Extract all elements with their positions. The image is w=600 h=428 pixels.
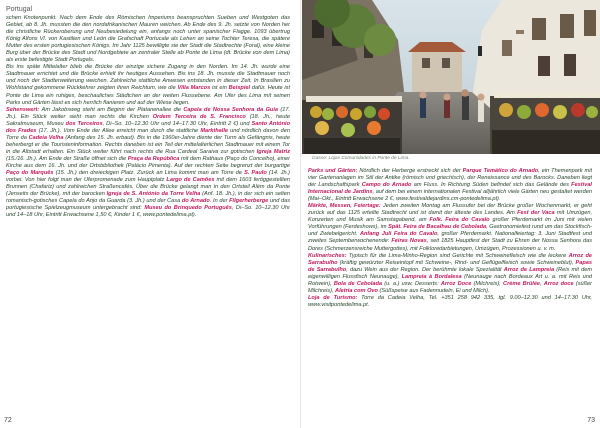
body-text-run: Bis ins späte Mittelalter blieb die Brücke der einzige sichere Zugang in den Norden. Im 14. Jh. wurde eine Stadtmauer errichtet und die Brücke erhielt ihr heutiges Aussehen. Bis ins 18. Jh. musste die Stadtmauer noch und noch der Stadterweiterung weichen. Zahlreiche stattliche Anwesen entstanden in dieser Zeit. In Brasilien zu Wohlstand gekommene Rückkehrer zeigten ihren Reichtum, wie die [6,64,290,92]
page-number-left: 72 [4,417,12,424]
body-text-run: (Anfang des 15. Jh. erbaut). Bis in die 1960er-Jahre diente der Turm als Gefängnis, heute beherbergt er die Touristeninformation. Rechts daneben ist ein Teil der mittelalterlichen Stadtmauer mit einem Tor in die Altstadt erhalten. Ein Stück weiter führt nach rechts die Rua Cardeal Saraiva zur gotischen [6,134,290,155]
keyword-text: Anfang Juli Feira do Cavalo [359,231,438,238]
body-text-run: und das portugiesische Spielzeugmuseum untergebracht sind: [6,198,290,212]
body-text-run: , Di–So. 10–12.30 Uhr und 14–18 Uhr, Eintritt Erwachsene 1,50 €, Kinder 1 €, www.pontedelima.pt). [6,205,290,219]
keyword-text: Largo de Camões [166,177,215,184]
body-paragraph [308,253,592,295]
body-text-run: (18. Jh., heute Sakralmuseum, Museu [6,113,290,127]
keyword-text: Ordem Terceira de S. Francisco [152,113,246,120]
keyword-text: Cadeia Velha [28,134,64,141]
body-text-run: (Anf. 18. Jh.), in der sich ein selten romanisch-gotisches Capela do Anjo da Guarda (3. Jh.) und der Casa [6,191,290,205]
body-text-run: (Neunauge nach Bordeaux Art u. a. mit Reis und Rotwein), [308,273,592,287]
left-body-text [6,15,290,413]
body-text-run: , Gastronomiefest rund um das Stockfisch- und Zwiebelgericht. [308,224,592,238]
keyword-text: Parks und Gärten: [308,168,360,174]
street-market-photo [302,0,600,154]
body-text-run: und nördlich davon den Torre da [6,127,290,141]
body-text-run: (17. Jh.). Vom Ende der Allee erreicht man durch die stattliche [36,127,201,134]
keyword-text: Loja de Turismo: [308,294,362,301]
keyword-text: Praça da República [127,155,180,162]
keyword-text: S. Paulo [244,170,267,177]
body-paragraph [308,168,592,203]
body-paragraph [6,107,290,220]
keyword-text: Arroz doce [543,280,574,287]
body-text-run: , seit 1825 Hauptfest der Stadt zu Ehren der Nossa Senhora das Dores (Schmerzensreiche Muttergottes), mit Folkloredarbietungen, Umzügen, Prozessionen u. v. m. [308,238,592,252]
keyword-text: Folk. Feira do Cavalo [429,217,490,224]
keyword-text: Museu do Brinquedo Português [144,205,232,212]
body-text-run: mit dem 1603 fertiggestellten Brunnen (Chafariz) und zahlreichen Straßencafés. Über die Brücke gelangt man in den Ortsteil Além da Ponte (Jenseits der Brücke), mit der barocken [6,177,290,198]
body-paragraph [6,15,290,64]
body-text-run: Nördlich der Herberge erstreckt sich der [359,168,463,174]
running-head: Portugal [6,6,33,13]
body-paragraph [308,203,592,252]
body-text-run: (u. a.) usw. Desserts: [382,280,441,287]
body-text-run: ist ein [210,85,229,92]
body-text-run: mit dem Rathaus (Paço do Concelho), einer Kirche aus dem 16. Jh. und der Ortsbibliothek (Palácio Pimenta). Auf der rechten Seite begrenzt der burgartige [6,155,290,169]
body-text-run: am Fluss. In Richtung Süden befindet sich das Gelände des [411,182,572,189]
keyword-text: Capela de Nossa Senhora da Guia [183,106,279,113]
keyword-text: Markthalle [200,127,228,134]
body-text-run: Typisch für die Lima-Minho-Region sind Gerichte mit Schweinefleisch wie die leckere [348,252,569,259]
body-text-run: , dazu Wein aus der Region. Der berühmte lokale Spezialität [346,266,504,273]
photo-caption: Gasse: Lojas Comunidades in Ponte de Lima. [312,156,410,161]
body-text-run: (14. Jh.) vorbei. Von hier folgt man der Uferpromenade zum Hauptplatz [6,170,290,184]
keyword-text: Spät. Feira de Bacalhau de Cebolada [388,224,487,231]
keyword-text: Beispiel [228,85,251,92]
body-text-run: schen Knotenpunkt. Nach dem Ende des Römischen Imperiums beanspruchten Sueben und Westgoten das Gebiet, ab 8. Jh. mussten die den nordafrikanischen Mauren weichen. Ab Ende des 9. Jh. setzte von Norden her die christliche Rückeroberung und Neubesiedelung ein, anfangs noch unter spanischer Flagge. 1093 übertrug König Alfons VI. von Kastilien und León die Grafschaft Portucale als Lehen an seine Tochter Teresa, die spätere Mutter des ersten portugiesischen Königs. Im Jahr 1125 bewilligte sie der Stadt die Stadtrechte (Foral), eine kleine Burg über der Brücke des Stadt und Nordgebiete an zentraler Stelle ab Ponte de Lima (dt. Brücke von dem Lima) als erste befestigte Stadt Portugals. [6,15,290,64]
body-text-run: , großer Pferdemarkt. Nationalfeiertag: 3. Juni Stadtfest und zweites Septemberwochenende: [308,231,592,245]
page-number-right: 73 [587,417,595,424]
keyword-text: Santo António dos Frades [6,120,290,134]
keyword-text: Sehenswert: [6,106,42,113]
keyword-text: Kulinarisches: [308,252,349,259]
keyword-text: Arroz de Sarrabulho [308,252,592,266]
keyword-text: Fest der Vaca [517,210,555,217]
keyword-text: Papas de Sarrabulho [308,259,592,273]
keyword-text: Igreja de S. António da Torre Velha [106,191,201,198]
body-text-run: (15./16. Jh.). Am Ende der Straße öffnet sich die [6,155,128,162]
body-text-run: . In der [209,198,230,205]
keyword-text: Lampreia à Bordalesa [401,273,462,280]
right-body-text [308,168,592,414]
keyword-text: Arroz de Lampreia [503,266,555,273]
body-text-run: großer Pferdemarkt im Juni mit vielen Vorführungen (Ferdeshows), im [308,217,592,231]
body-text-run: , Di–So. 10–12.30 Uhr und 14–17.30 Uhr, Eintritt 2 €) und [102,120,252,127]
body-text-run: , [540,280,544,287]
body-text-run: Torre da Cadeia Velha, Tel. +351 258 942 335, tgl. 9.00–12.30 und 14–17.30 Uhr, www.visitpontedelima.pt. [308,294,592,308]
body-text-run: , ein Themenpark mit vier Gartenanlagen im Stil der Antike (römisch und griechisch), der Renaissance und des Barocks. Daneben liegt der Landschaftspark [308,168,592,189]
keyword-text: dos Terceiros [65,120,103,127]
keyword-text: Paço do Marquês [6,170,54,177]
keyword-text: Feiras Novas [391,238,427,245]
keyword-text: do Arnado [181,198,210,205]
keyword-text: Filgerherberge [229,198,269,205]
keyword-text: Crème Brûlée [503,280,541,287]
body-text-run: (17. Jh.). Ein Stück weiter sieht man rechts die Kirchen [6,106,290,120]
body-paragraph [6,64,290,106]
keyword-text: Villa Marcos [177,85,211,92]
keyword-text: Aletria com Ovo [335,287,378,294]
body-text-run: mit Umzügen, Konzerten und Musik am Samstagabend, am [308,210,592,224]
body-text-run: dafür. Heute ist Ponte de Lima ein ruhiges, beschauliches Städtchen an der weiten Flussebene. Am Ufer des Lima mit seinen Parks und Gärten lässt es sich herrlich flanieren und auf der Wiese liegen. [6,85,290,106]
keyword-text: Igreja Matriz [256,148,290,155]
body-paragraph [308,295,592,309]
body-text-run: Am Jakobsweg steht am Beginn der Platanenallee die [41,106,184,113]
keyword-text: Festival Internacional de Jardins [308,182,592,196]
body-text-run: (kräftig gewürzter Reiseintopf mit Schweine-, Rind- und Geflügelfleisch sowie Schweineblut), [337,259,576,266]
body-text-run: , auf dem bei einem internationalen Festival alljährlich viele Gärten neu gestaltet werden (Mai–Okt., Eintritt Erwachsene 2 €, www.festivaldejardins.cm-pontedelima.pt). [308,189,592,203]
keyword-text: Arroz Doce [440,280,472,287]
keyword-text: Bola de Cebolada [333,280,383,287]
body-text-run: (süßer Milchreis), [308,280,592,294]
keyword-text: Märkte, Messen, Feiertage: [308,203,383,210]
keyword-text: Campo do Arnado [361,182,412,189]
body-text-run: (Reis mit dem eigenwilligen Flussfisch Neunauge), [308,266,592,280]
body-text-run: (Süßspeise aus Fadennudeln, Ei und Milch). [377,287,490,294]
body-text-run: Jeden zweiten Montag am Flussufer bei der Brücke großer Wochenmarkt, er geht zurück auf das 1125 erteilte Stadtrecht und ist damit der älteste des Landes. Am [308,203,592,217]
keyword-text: Parque Temático do Arnado [462,168,539,174]
body-text-run: (15. Jh.) den dreieckigen Platz. Zurück an Lima kommt man am Torre de [53,170,245,177]
body-text-run: (Milchreis), [471,280,504,287]
